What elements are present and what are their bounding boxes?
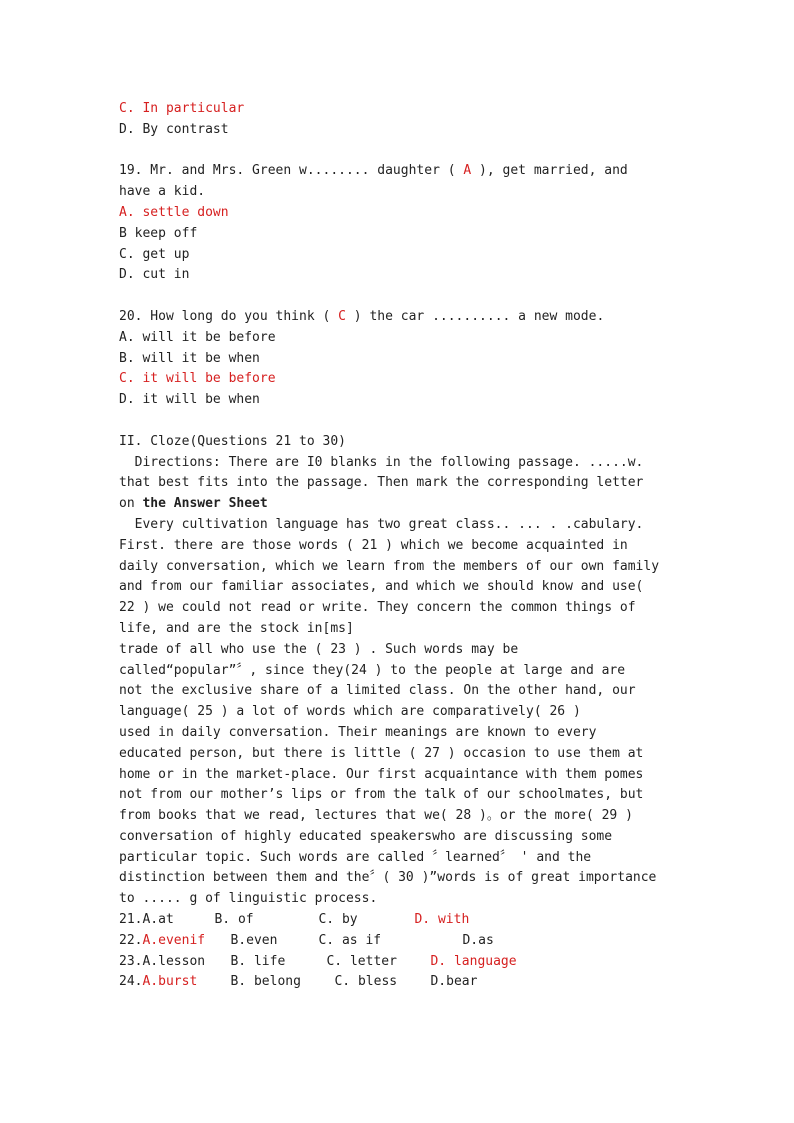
answer-option: C. by	[318, 912, 358, 928]
passage-line: not the exclusive share of a limited class. On the other hand, our	[119, 683, 636, 699]
answer-options	[119, 910, 679, 993]
passage-line: daily conversation, which we learn from the members of our own family	[119, 558, 660, 574]
answer-option: A.lesson	[142, 953, 206, 969]
answer-number: 22.	[119, 932, 143, 948]
passage-line: used in daily conversation. Their meanings are known to every	[119, 724, 597, 740]
passage-line: home or in the market-place. Our first acquaintance with them pomes	[119, 766, 644, 782]
passage-line: educated person, but there is little ( 27 ) occasion to use them at	[119, 745, 644, 761]
q19-answer: A	[463, 163, 472, 179]
cloze-directions-line3	[119, 494, 679, 515]
passage-line: called“popular”〞, since they(24 ) to the people at large and are	[119, 662, 626, 678]
q19-option-c: C. get up	[119, 246, 190, 262]
q19-option-d: D. cut in	[119, 267, 190, 283]
answer-number: 24.	[119, 974, 143, 990]
cloze-directions-prefix: on	[119, 496, 143, 512]
passage-line: conversation of highly educated speakerswho are discussing some	[119, 828, 613, 844]
answer-option: A.burst	[142, 974, 198, 990]
passage-line: First. there are those words ( 21 ) which we become acquainted in	[119, 537, 628, 553]
q19-option-b: B keep off	[119, 225, 198, 241]
passage-line: Every cultivation language has two great class.. ... . .cabulary.	[119, 516, 644, 532]
q19-stem-line2: have a kid.	[119, 184, 206, 200]
q18-option-c: C. In particular	[119, 101, 245, 116]
answer-sheet-bold: the Answer Sheet	[142, 496, 268, 512]
answer-number: 21.	[119, 912, 143, 928]
q20-option-c: C. it will be before	[119, 371, 276, 387]
cloze-passage	[119, 515, 679, 910]
passage-line: to ..... g of linguistic process.	[119, 891, 378, 907]
q20-option-b: B. will it be when	[119, 350, 260, 366]
q19-stem-after: ), get married, and	[471, 163, 628, 179]
passage-line: and from our familiar associates, and which we should know and use(	[119, 579, 644, 595]
answer-option: D. language	[430, 953, 517, 969]
q20-option-d: D. it will be when	[119, 392, 260, 408]
answer-row-24	[119, 972, 679, 993]
q18-option-d: D. By contrast	[119, 121, 229, 137]
passage-line: not from our mother’s lips or from the talk of our schoolmates, but	[119, 787, 644, 803]
passage-line: 22 ) we could not read or write. They concern the common things of	[119, 600, 636, 616]
q20-stem-after: ) the car .......... a new mode.	[345, 308, 605, 324]
answer-row-23	[119, 952, 679, 973]
answer-option: C. as if	[318, 932, 382, 948]
answer-option: C. bless	[334, 974, 398, 990]
q19-option-a: A. settle down	[119, 204, 229, 220]
passage-line: particular topic. Such words are called 〞learned〞 ' and the	[119, 849, 592, 865]
answer-option: B. life	[230, 953, 286, 969]
q20-option-a: A. will it be before	[119, 329, 276, 345]
passage-line: from books that we read, lectures that we( 28 )。or the more( 29 )	[119, 808, 633, 824]
answer-row-21	[119, 910, 679, 931]
answer-row-22	[119, 931, 679, 952]
answer-option: B. belong	[230, 974, 301, 990]
document-page	[119, 99, 679, 993]
answer-option: D. with	[414, 912, 470, 928]
q20-stem-before: 20. How long do you think (	[119, 308, 339, 324]
q19-stem	[119, 161, 679, 182]
passage-line: life, and are the stock in[ms]	[119, 620, 354, 636]
q20-answer: C	[338, 308, 346, 324]
passage-line: distinction between them and the〞( 30 )”words is of great importance	[119, 870, 657, 886]
answer-option: B.even	[230, 932, 278, 948]
answer-option: B. of	[214, 912, 254, 928]
answer-number: 23.	[119, 953, 143, 969]
q19-stem-before: 19. Mr. and Mrs. Green w........ daughter (	[119, 163, 464, 179]
cloze-directions-line1: Directions: There are I0 blanks in the following passage. .....w.	[119, 454, 644, 470]
cloze-heading: II. Cloze(Questions 21 to 30)	[119, 433, 346, 449]
cloze-directions-line2: that best fits into the passage. Then mark the corresponding letter	[119, 475, 644, 491]
q20-stem	[119, 307, 679, 328]
passage-line: trade of all who use the ( 23 ) . Such words may be	[119, 641, 519, 657]
answer-option: D.as	[462, 932, 494, 948]
passage-line: language( 25 ) a lot of words which are comparatively( 26 )	[119, 704, 581, 720]
answer-option: D.bear	[430, 974, 478, 990]
answer-option: A.evenif	[142, 932, 206, 948]
answer-option: A.at	[142, 912, 174, 928]
answer-option: C. letter	[326, 953, 397, 969]
